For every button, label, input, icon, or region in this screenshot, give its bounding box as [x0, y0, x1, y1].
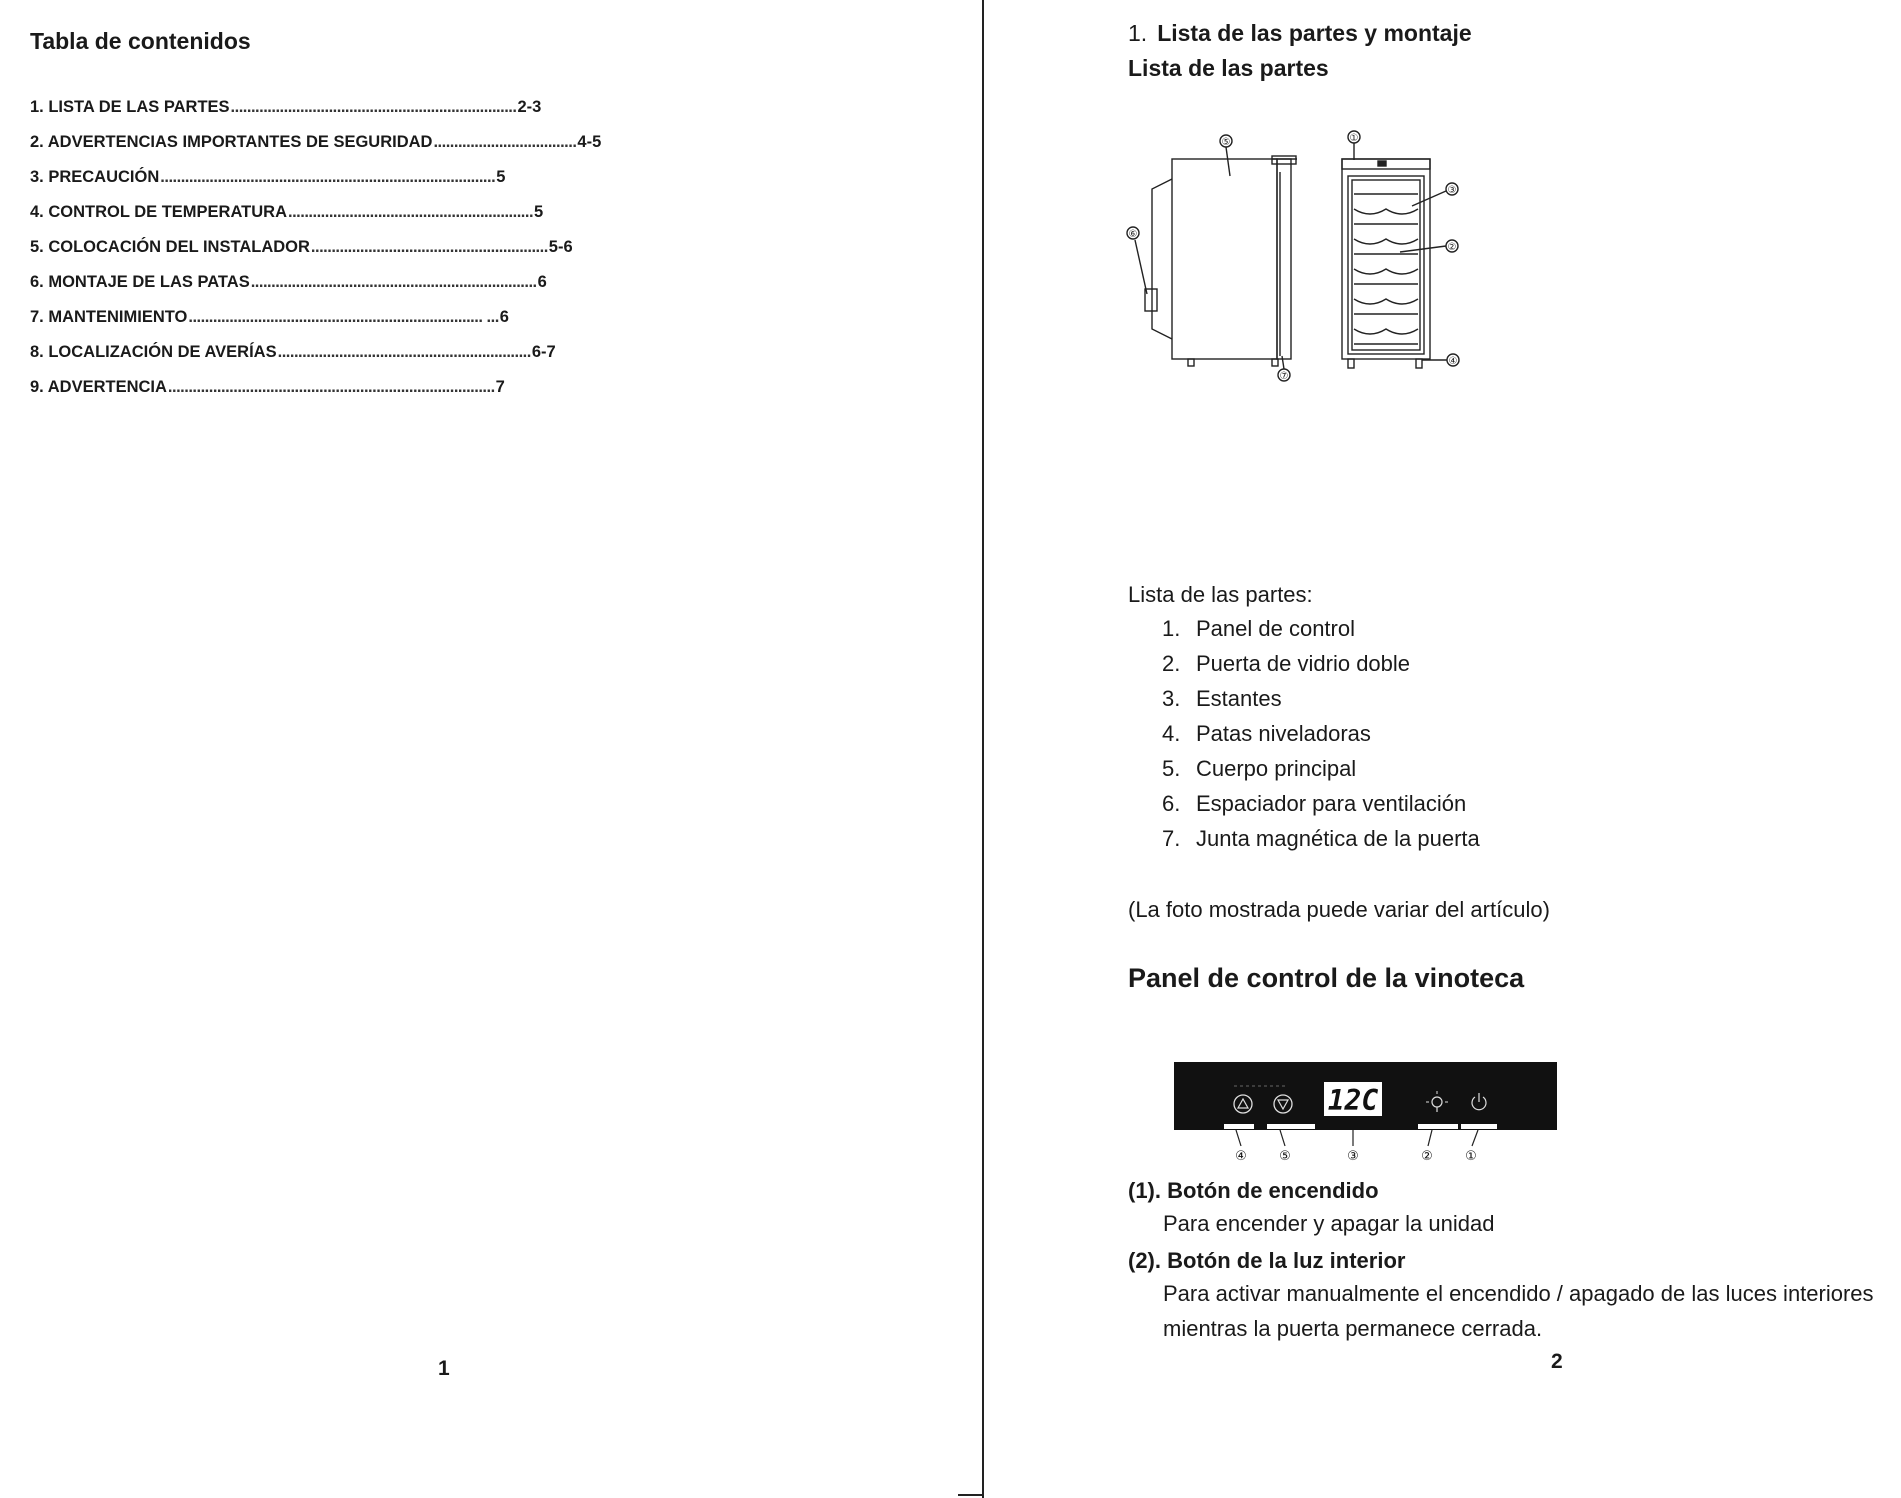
toc-entry-page: 5-6	[548, 238, 573, 256]
toc-entry-label: 7. MANTENIMIENTO	[30, 308, 188, 326]
panel-callout: ③	[1347, 1149, 1359, 1164]
toc-entry	[30, 308, 601, 343]
toc-entry-label: 5. COLOCACIÓN DEL INSTALADOR	[30, 238, 310, 256]
list-item	[1162, 721, 1480, 756]
toc-leader-dots: ............................................................	[287, 203, 534, 221]
list-item-label: Panel de control	[1196, 616, 1355, 641]
photo-note: (La foto mostrada puede variar del artículo)	[1128, 897, 1550, 922]
callout-1: ①	[1349, 133, 1359, 144]
item-heading-light: (2). Botón de la luz interior	[1128, 1248, 1406, 1273]
callout-6: ⑥	[1128, 229, 1138, 240]
door-side	[1277, 159, 1291, 359]
toc-entry-label: 8. LOCALIZACIÓN DE AVERÍAS	[30, 343, 277, 361]
toc-leader-dots: ..............................................................	[277, 343, 531, 361]
toc-leader-dots: ........................................................................ ...	[188, 308, 499, 326]
list-item-number: 6.	[1162, 791, 1181, 816]
right-page	[986, 0, 1901, 1498]
toc-entry-label: 2. ADVERTENCIAS IMPORTANTES DE SEGURIDAD	[30, 133, 433, 151]
toc-entry-label: 4. CONTROL DE TEMPERATURA	[30, 203, 287, 221]
toc-entry	[30, 98, 601, 133]
item-description-light	[1163, 1276, 1901, 1346]
parts-diagram	[1122, 124, 1482, 394]
callout-4: ④	[1448, 356, 1458, 367]
section-number: 1.	[1128, 20, 1148, 46]
toc-title: Tabla de contenidos	[30, 28, 251, 54]
toc-entry-page: 6	[537, 273, 547, 291]
list-item	[1162, 651, 1480, 686]
list-item-number: 4.	[1162, 721, 1181, 746]
list-item	[1162, 616, 1480, 651]
panel-callout: ①	[1465, 1149, 1477, 1164]
toc-leader-dots: ..........................................................	[310, 238, 548, 256]
cabinet-side-body	[1172, 159, 1277, 359]
panel-heading: Panel de control de la vinoteca	[1128, 963, 1525, 993]
toc-entry-page: 6-7	[531, 343, 556, 361]
parts-list	[1162, 616, 1480, 861]
toc-entry-label: 9. ADVERTENCIA	[30, 378, 167, 396]
list-item-label: Espaciador para ventilación	[1196, 791, 1467, 816]
section-title: Lista de las partes y montaje	[1157, 20, 1472, 46]
section-heading	[1128, 20, 1472, 47]
toc-list	[30, 98, 601, 413]
toc-entry-page: 4-5	[577, 133, 602, 151]
description-line: mientras la puerta permanece cerrada.	[1163, 1316, 1543, 1341]
description-line: Para encender y apagar la unidad	[1163, 1211, 1495, 1236]
parts-intro: Lista de las partes:	[1128, 582, 1313, 607]
toc-entry-page: 5	[496, 168, 506, 186]
toc-entry-label: 1. LISTA DE LAS PARTES	[30, 98, 230, 116]
list-item	[1162, 826, 1480, 861]
toc-entry-page: 2-3	[517, 98, 542, 116]
list-item-number: 7.	[1162, 826, 1181, 851]
toc-entry-page: 7	[495, 378, 505, 396]
toc-leader-dots: ..................................................................................	[160, 168, 496, 186]
item-description-power	[1163, 1206, 1901, 1241]
toc-entry	[30, 343, 601, 378]
callout-2: ②	[1447, 242, 1457, 253]
list-item-number: 5.	[1162, 756, 1181, 781]
list-item	[1162, 686, 1480, 721]
item-heading-power: (1). Botón de encendido	[1128, 1178, 1379, 1203]
control-panel-diagram	[1174, 1060, 1559, 1166]
list-item-number: 2.	[1162, 651, 1181, 676]
toc-entry	[30, 168, 601, 203]
list-item-label: Patas niveladoras	[1196, 721, 1371, 746]
panel-callout: ②	[1421, 1149, 1433, 1164]
toc-leader-dots: ......................................................................	[250, 273, 537, 291]
list-item-label: Puerta de vidrio doble	[1196, 651, 1411, 676]
section-subtitle: Lista de las partes	[1128, 55, 1329, 81]
toc-entry	[30, 273, 601, 308]
list-item-label: Estantes	[1196, 686, 1282, 711]
toc-entry-page: 5	[534, 203, 544, 221]
callout-7: ⑦	[1279, 371, 1289, 382]
list-item-label: Cuerpo principal	[1196, 756, 1357, 781]
list-item	[1162, 756, 1480, 791]
list-item-number: 1.	[1162, 616, 1181, 641]
toc-entry-page: 6	[499, 308, 509, 326]
wine-shelves	[1354, 209, 1418, 334]
page-spine	[982, 0, 984, 1498]
list-item-number: 3.	[1162, 686, 1181, 711]
description-line: Para activar manualmente el encendido / apagado de las luces interiores	[1163, 1281, 1874, 1306]
toc-entry	[30, 133, 601, 168]
callout-3: ③	[1447, 185, 1457, 196]
toc-entry	[30, 203, 601, 238]
page-number: 2	[1551, 1350, 1563, 1373]
panel-callout: ④	[1235, 1149, 1247, 1164]
page-number: 1	[438, 1357, 450, 1380]
toc-entry-label: 6. MONTAJE DE LAS PATAS	[30, 273, 250, 291]
toc-entry-label: 3. PRECAUCIÓN	[30, 168, 160, 186]
page-spine-foot	[958, 1494, 984, 1496]
toc-leader-dots: ...................................	[433, 133, 577, 151]
toc-leader-dots: ................................................................................	[167, 378, 495, 396]
list-item	[1162, 791, 1480, 826]
list-item-label: Junta magnética de la puerta	[1196, 826, 1480, 851]
panel-callout: ⑤	[1279, 1149, 1291, 1164]
glass-door	[1348, 176, 1424, 354]
toc-leader-dots: ......................................................................	[230, 98, 517, 116]
temperature-display-value: 12C	[1327, 1084, 1379, 1117]
callout-5: ⑤	[1221, 137, 1231, 148]
toc-entry	[30, 378, 601, 413]
vent-spacer	[1152, 179, 1172, 339]
toc-entry	[30, 238, 601, 273]
